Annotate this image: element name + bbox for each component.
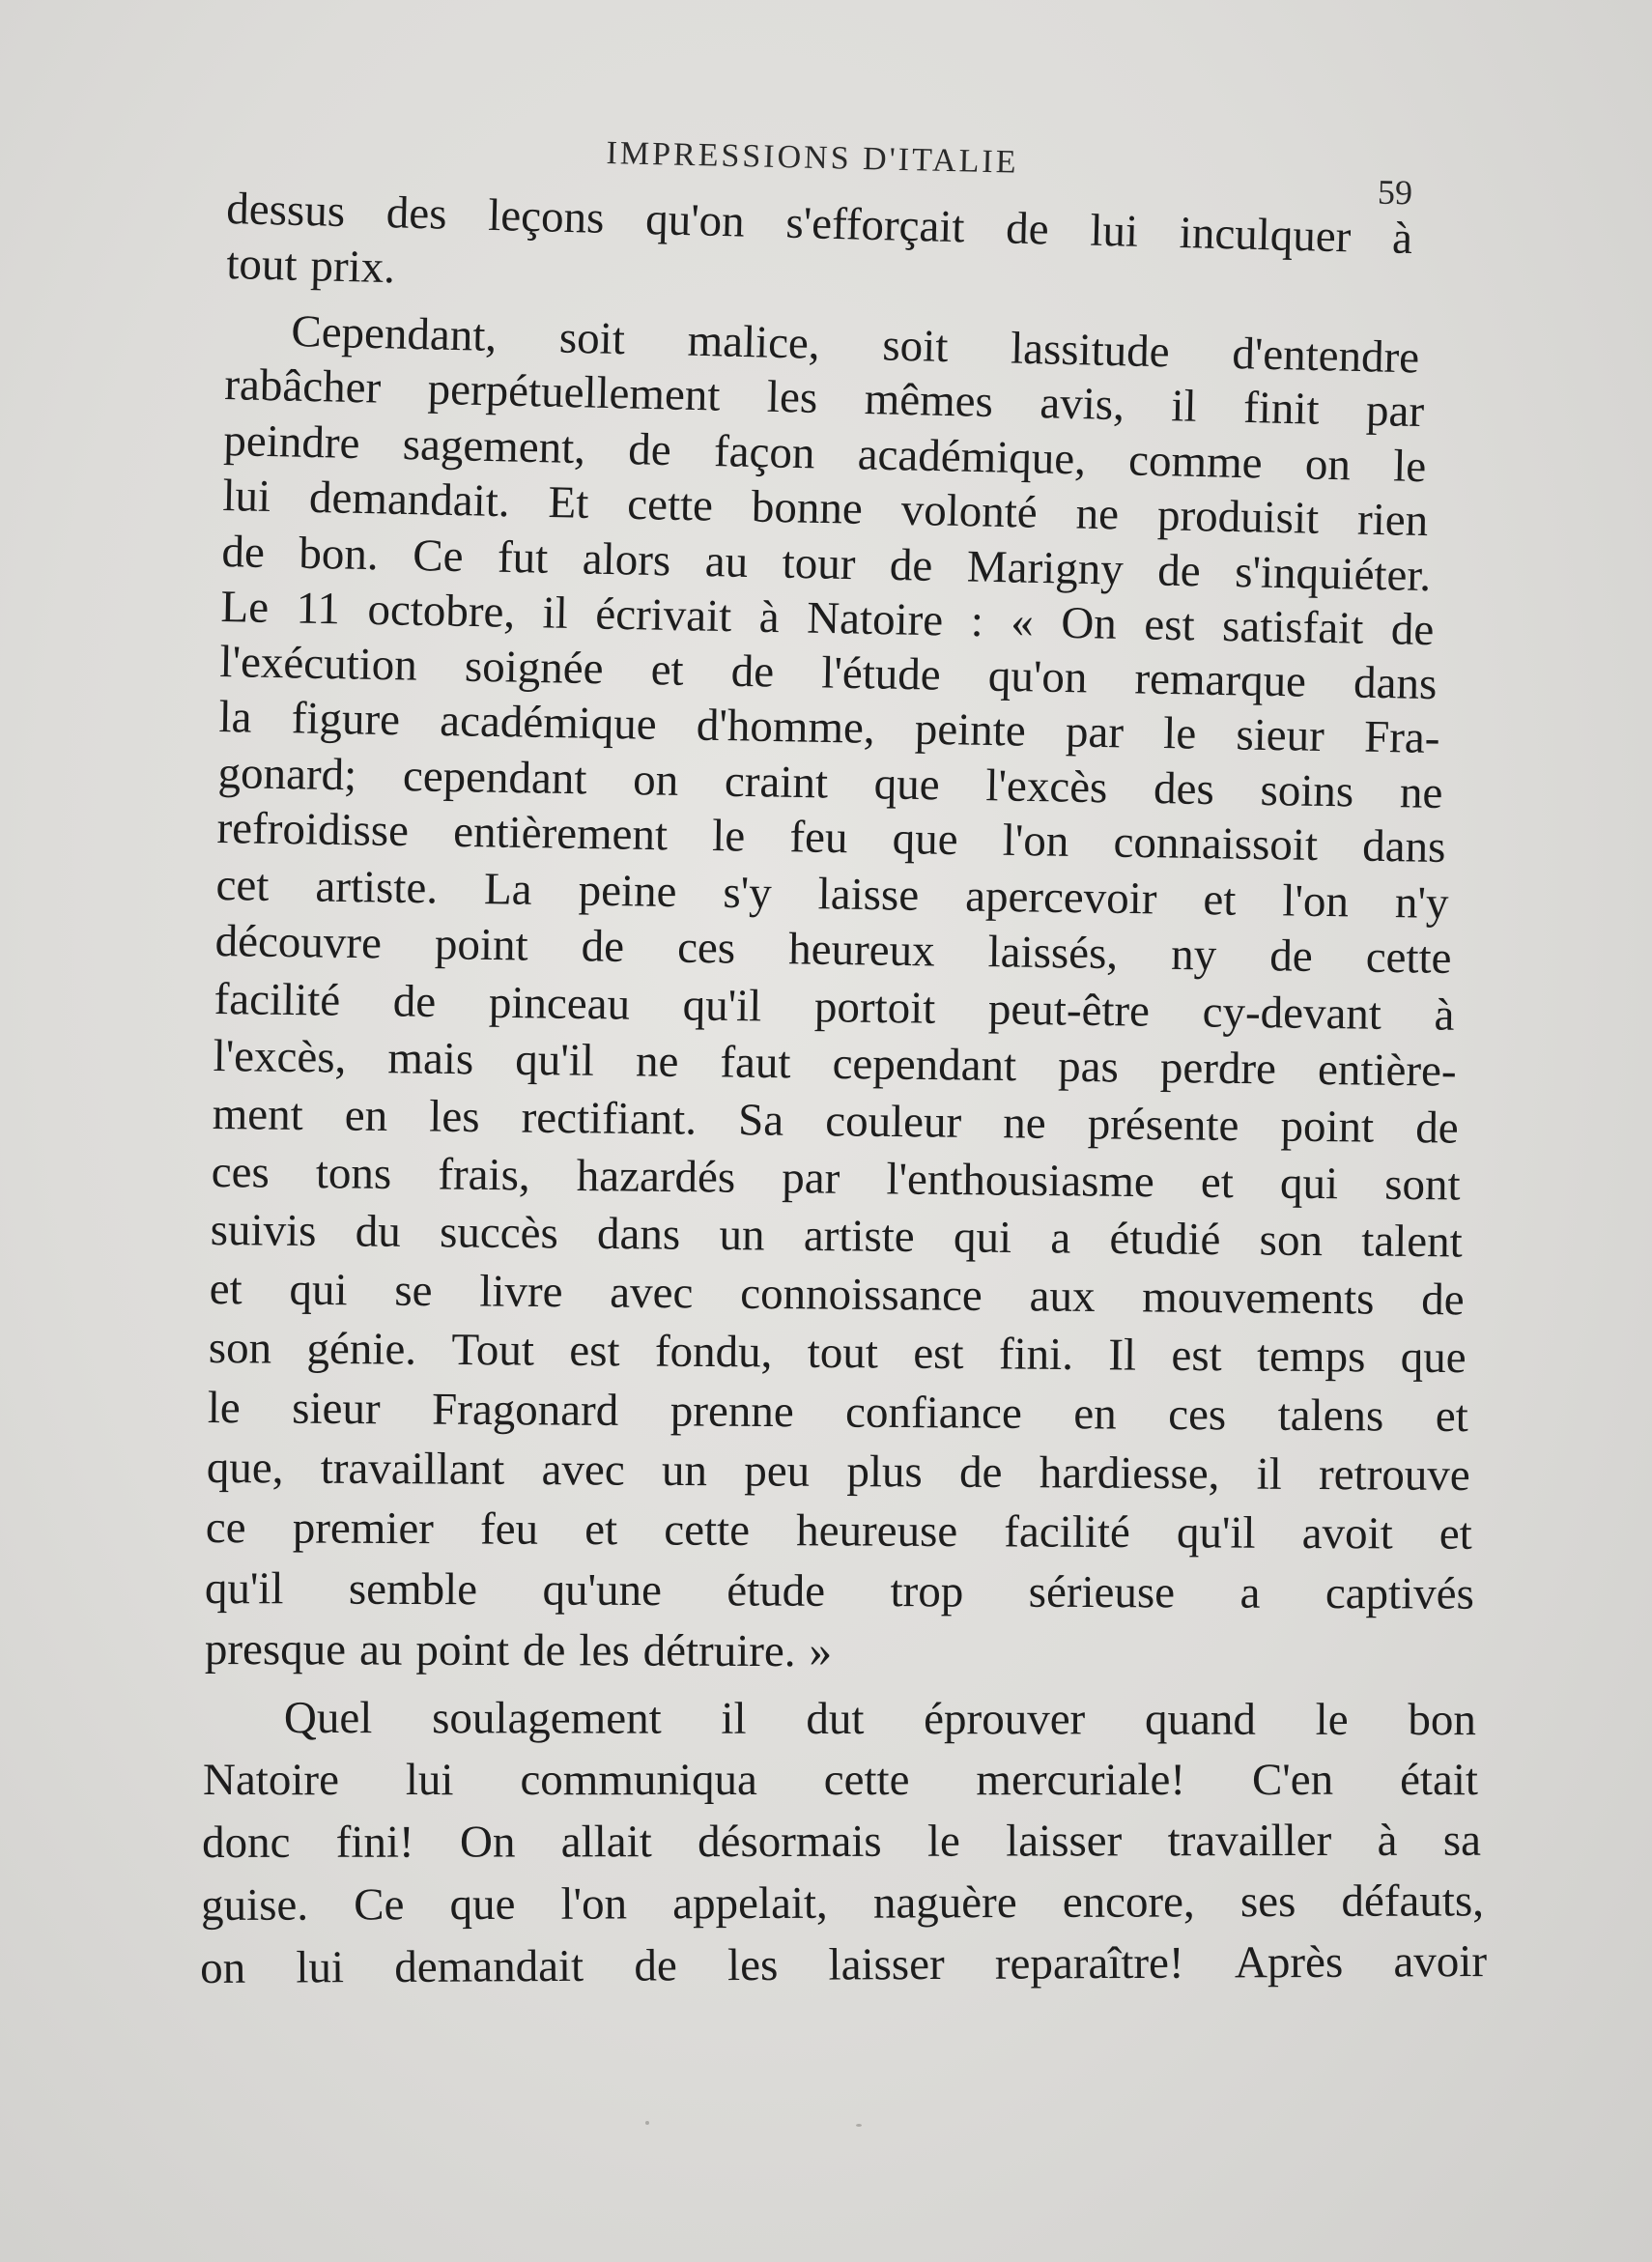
word: les xyxy=(579,1625,630,1676)
word: perpétuellement xyxy=(427,363,722,421)
word: sa xyxy=(1442,1815,1481,1866)
word: défauts, xyxy=(1341,1875,1485,1927)
word: il xyxy=(542,587,569,639)
word: à xyxy=(1377,1815,1398,1866)
text-line xyxy=(203,1755,1478,1805)
word: dans xyxy=(1353,657,1438,710)
word: peut-être xyxy=(987,984,1151,1037)
word: dut xyxy=(806,1693,865,1745)
word: son xyxy=(208,1323,272,1374)
word: d'homme, xyxy=(696,700,876,754)
word: sérieuse xyxy=(1028,1566,1176,1618)
word: génie. xyxy=(306,1323,417,1375)
word: quand xyxy=(1144,1694,1256,1745)
word: académique xyxy=(439,695,658,750)
word: Natoire xyxy=(806,592,944,646)
word: demandait. xyxy=(308,472,511,528)
word: laissés, xyxy=(987,927,1119,980)
word: artiste. xyxy=(315,861,439,914)
word: produisit xyxy=(1156,490,1320,544)
text-line xyxy=(206,1505,1472,1558)
word: il xyxy=(1256,1448,1282,1500)
word: ne xyxy=(1075,488,1120,540)
word: hazardés xyxy=(576,1150,736,1203)
word: l'enthousiasme xyxy=(886,1154,1155,1208)
word: n'y xyxy=(1394,877,1449,929)
word: peu xyxy=(744,1446,811,1497)
word: communiqua xyxy=(520,1755,757,1805)
page-number: 59 xyxy=(1377,172,1413,213)
word: pas xyxy=(1057,1041,1120,1093)
word: aux xyxy=(1029,1271,1096,1322)
word: heureuse xyxy=(796,1505,958,1558)
word: octobre, xyxy=(367,584,516,638)
word: frais, xyxy=(438,1149,530,1201)
word: dans xyxy=(596,1208,681,1260)
word: 11 xyxy=(296,583,341,635)
word: temps xyxy=(1256,1331,1366,1383)
word: cette xyxy=(823,1755,910,1805)
word: et xyxy=(584,1504,618,1556)
word: rectifiant. xyxy=(521,1092,698,1145)
word: soins xyxy=(1260,764,1354,817)
word: le xyxy=(1315,1694,1349,1745)
word: ce xyxy=(205,1503,246,1554)
word: lui xyxy=(221,471,271,523)
word: sagement, xyxy=(402,419,586,474)
word: refroidisse xyxy=(216,803,410,857)
word: découvre xyxy=(214,916,383,969)
word: laisser xyxy=(1006,1816,1123,1867)
word: de xyxy=(522,1625,566,1676)
word: de xyxy=(392,976,437,1028)
word: ces xyxy=(1168,1389,1227,1441)
word: de xyxy=(730,645,775,698)
word: des xyxy=(1153,763,1215,816)
word: point xyxy=(1280,1101,1375,1153)
word: de xyxy=(1005,203,1050,255)
text-line xyxy=(210,1205,1463,1268)
text-line xyxy=(213,1031,1457,1097)
word: s'y xyxy=(723,867,773,919)
word: malice, xyxy=(687,315,821,369)
word: présente xyxy=(1087,1099,1239,1152)
word: Le xyxy=(220,582,270,633)
word: l'on xyxy=(1282,875,1350,928)
word: confiance xyxy=(844,1387,1023,1439)
word: « xyxy=(1010,596,1035,648)
word: qu'il xyxy=(515,1034,595,1086)
word: dans xyxy=(1361,820,1446,873)
word: ces xyxy=(676,922,736,974)
word: : xyxy=(970,595,984,647)
word: retrouve xyxy=(1318,1449,1470,1501)
word: connoissance xyxy=(739,1268,983,1321)
word: l'on xyxy=(1002,815,1069,867)
word: de xyxy=(1414,1102,1459,1154)
word: bonne xyxy=(751,481,864,534)
word: sont xyxy=(1383,1159,1461,1211)
word: hardiesse, xyxy=(1039,1447,1220,1500)
word: peindre xyxy=(222,415,360,470)
word: Fra- xyxy=(1363,711,1440,764)
text-line xyxy=(200,1875,1485,1931)
word: Natoire xyxy=(203,1755,339,1805)
word: » xyxy=(809,1626,833,1677)
word: par xyxy=(1065,706,1125,759)
word: couleur xyxy=(824,1096,962,1148)
word: fini! xyxy=(335,1817,414,1868)
word: bon xyxy=(1408,1695,1476,1746)
word: cet xyxy=(215,860,270,911)
word: finit xyxy=(1242,382,1321,435)
word: travaillant xyxy=(320,1443,505,1495)
text-line xyxy=(201,1815,1481,1868)
word: fini. xyxy=(998,1329,1074,1381)
word: tout xyxy=(225,239,299,291)
word: Ce xyxy=(412,530,465,583)
word: lui xyxy=(405,1755,454,1805)
text-line xyxy=(211,1147,1461,1211)
word: le xyxy=(1392,441,1427,493)
word: le xyxy=(1162,708,1197,759)
text-line xyxy=(283,1693,1476,1746)
word: soignée xyxy=(464,641,605,695)
word: ses xyxy=(1239,1876,1296,1928)
word: avec xyxy=(610,1267,694,1319)
word: que, xyxy=(206,1443,284,1494)
word: On xyxy=(459,1817,516,1868)
word: mêmes xyxy=(864,374,994,428)
word: rien xyxy=(1356,494,1429,547)
word: mouvements xyxy=(1142,1272,1375,1325)
paper-speck xyxy=(856,2124,862,2127)
word: succès xyxy=(439,1207,559,1259)
word: avis, xyxy=(1039,378,1125,431)
word: fut xyxy=(497,531,549,584)
word: est xyxy=(1143,599,1196,651)
word: soulagement xyxy=(432,1693,662,1744)
word: Ce xyxy=(354,1879,405,1931)
word: heureux xyxy=(787,924,935,977)
text-line xyxy=(199,1936,1488,1993)
word: avec xyxy=(541,1445,625,1496)
word: reparaître! xyxy=(994,1937,1184,1990)
word: des xyxy=(385,187,448,240)
word: cette xyxy=(1365,931,1452,984)
word: Quel xyxy=(283,1693,373,1744)
word: lui xyxy=(1089,205,1139,257)
word: que xyxy=(892,813,958,866)
word: en xyxy=(344,1090,388,1142)
word: étudié xyxy=(1109,1213,1221,1266)
word: qu'une xyxy=(542,1564,662,1617)
word: qui xyxy=(953,1212,1012,1263)
word: de xyxy=(958,1446,1003,1499)
word: on xyxy=(1304,439,1352,491)
word: feu xyxy=(479,1503,539,1555)
word: qu'il xyxy=(1176,1507,1256,1559)
word: de xyxy=(1421,1274,1465,1326)
text-line xyxy=(206,1443,1470,1501)
word: qu'on xyxy=(644,193,746,247)
word: il xyxy=(1170,381,1198,432)
word: connaissoit xyxy=(1113,816,1319,871)
word: captivés xyxy=(1324,1568,1475,1619)
word: naguère xyxy=(872,1877,1017,1929)
word: et xyxy=(1200,1157,1235,1209)
word: La xyxy=(483,864,533,915)
word: les xyxy=(726,1939,779,1991)
text-line xyxy=(214,974,1455,1041)
word: de xyxy=(581,921,625,972)
word: apercevoir xyxy=(964,871,1157,925)
word: en xyxy=(1073,1389,1117,1440)
word: Marigny xyxy=(966,541,1125,595)
word: façon xyxy=(713,426,815,479)
word: éprouver xyxy=(924,1694,1086,1745)
word: faut xyxy=(720,1037,791,1089)
word: que xyxy=(1400,1331,1467,1384)
word: de xyxy=(221,527,266,578)
word: cette xyxy=(626,478,714,531)
word: un xyxy=(719,1210,765,1261)
word: le xyxy=(207,1383,241,1434)
word: lassitude xyxy=(1010,323,1171,378)
word: Cependant, xyxy=(290,306,498,361)
word: soit xyxy=(558,312,626,365)
word: détruire. xyxy=(642,1625,796,1677)
word: cette xyxy=(664,1504,751,1556)
text-line xyxy=(215,860,1449,929)
word: Et xyxy=(548,477,589,529)
word: sieur xyxy=(292,1383,381,1435)
text-line xyxy=(209,1264,1465,1326)
word: mercuriale! xyxy=(976,1755,1185,1805)
word: portoit xyxy=(813,982,936,1034)
word: facilité xyxy=(214,974,341,1026)
word: du xyxy=(355,1206,402,1257)
word: inculquer xyxy=(1179,207,1352,263)
word: au xyxy=(704,536,749,587)
word: livre xyxy=(479,1266,563,1318)
word: a xyxy=(1239,1567,1261,1618)
word: C'en xyxy=(1251,1755,1334,1805)
word: suivis xyxy=(210,1205,317,1257)
word: qu'il xyxy=(204,1563,284,1615)
word: au xyxy=(358,1624,403,1675)
word: avoir xyxy=(1393,1936,1488,1988)
word: gonard; xyxy=(217,748,357,801)
word: entièrement xyxy=(452,806,669,861)
paper-speck xyxy=(645,2121,649,2125)
word: il xyxy=(721,1693,747,1744)
word: mais xyxy=(387,1033,474,1085)
text-line xyxy=(214,916,1452,984)
word: prenne xyxy=(669,1386,794,1438)
word: et xyxy=(1203,874,1237,926)
word: cependant xyxy=(402,751,587,805)
word: rabâcher xyxy=(223,359,382,414)
text-line xyxy=(204,1624,1474,1677)
word: de xyxy=(1156,545,1202,597)
word: Tout xyxy=(451,1324,535,1376)
word: de xyxy=(889,539,933,591)
word: avoit xyxy=(1301,1507,1393,1560)
word: talent xyxy=(1361,1216,1463,1268)
word: volonté xyxy=(900,484,1039,538)
word: On xyxy=(1060,597,1118,649)
word: lui xyxy=(296,1942,345,1993)
word: est xyxy=(1171,1330,1222,1382)
word: par xyxy=(782,1153,840,1204)
word: alors xyxy=(582,533,671,587)
word: est xyxy=(913,1328,964,1380)
word: a xyxy=(1050,1213,1071,1264)
word: trop xyxy=(890,1566,964,1618)
word: soit xyxy=(881,320,949,373)
word: satisfait xyxy=(1221,600,1364,654)
word: le xyxy=(711,811,746,862)
word: ces xyxy=(211,1147,271,1198)
word: artiste xyxy=(803,1210,915,1262)
word: entière- xyxy=(1317,1044,1457,1097)
word: ne xyxy=(1003,1098,1046,1149)
word: de xyxy=(634,1940,677,1991)
word: ment xyxy=(212,1089,304,1141)
word: figure xyxy=(291,693,401,746)
word: feu xyxy=(789,812,848,864)
word: dessus xyxy=(225,184,346,238)
word: leçons xyxy=(487,189,606,243)
word: écrivait xyxy=(594,588,732,643)
running-title: IMPRESSIONS D'ITALIE xyxy=(606,135,1019,181)
word: peine xyxy=(578,865,677,918)
word: cependant xyxy=(832,1038,1017,1092)
word: Il xyxy=(1108,1330,1137,1381)
word: sieur xyxy=(1236,709,1325,761)
word: ne xyxy=(635,1036,679,1087)
word: point xyxy=(434,919,528,971)
word: les xyxy=(429,1091,480,1143)
word: de xyxy=(627,424,672,476)
word: d'entendre xyxy=(1231,328,1420,384)
word: point xyxy=(415,1624,510,1676)
word: désormais xyxy=(698,1816,882,1868)
word: et xyxy=(209,1264,242,1315)
word: travailler xyxy=(1167,1815,1332,1867)
word: l'exécution xyxy=(219,637,418,691)
word: laisser xyxy=(828,1938,945,1990)
word: facilité xyxy=(1004,1506,1130,1559)
word: qu'il xyxy=(682,980,762,1032)
word: on xyxy=(199,1942,246,1993)
word: laisse xyxy=(817,869,920,921)
word: Après xyxy=(1234,1936,1344,1989)
word: craint xyxy=(724,756,829,809)
word: étude xyxy=(726,1565,826,1617)
word: on xyxy=(632,755,679,806)
word: tour xyxy=(782,537,856,590)
word: à xyxy=(1434,989,1455,1041)
word: donc xyxy=(201,1817,291,1868)
word: l'on xyxy=(560,1878,628,1930)
word: tout xyxy=(807,1327,879,1379)
text-line xyxy=(204,1563,1475,1619)
word: s'efforçait xyxy=(784,197,966,253)
word: tons xyxy=(315,1148,392,1199)
word: demandait xyxy=(394,1940,584,1992)
word: de xyxy=(1390,604,1435,656)
word: perdre xyxy=(1159,1042,1277,1095)
word: appelait, xyxy=(672,1877,828,1930)
word: qui xyxy=(289,1264,348,1316)
word: que xyxy=(873,759,941,811)
word: l'excès, xyxy=(213,1031,347,1083)
word: peinte xyxy=(914,703,1027,757)
word: et xyxy=(650,644,685,696)
word: académique, xyxy=(857,429,1087,485)
word: premier xyxy=(292,1503,435,1555)
word: semble xyxy=(348,1563,478,1616)
word: fondu, xyxy=(654,1326,773,1378)
word: l'étude xyxy=(820,647,942,701)
word: pinceau xyxy=(488,977,631,1030)
word: et xyxy=(1435,1390,1468,1443)
word: est xyxy=(569,1325,620,1377)
word: remarque xyxy=(1134,653,1307,707)
word: prix. xyxy=(309,241,396,294)
word: qu'on xyxy=(987,650,1088,703)
word: était xyxy=(1400,1755,1478,1805)
word: les xyxy=(766,371,818,423)
word: cy-devant xyxy=(1202,987,1382,1040)
word: se xyxy=(394,1265,433,1317)
word: ne xyxy=(1399,767,1443,819)
word: par xyxy=(1365,385,1425,438)
word: qui xyxy=(1279,1158,1339,1210)
word: talens xyxy=(1277,1389,1384,1442)
word: s'inquiéter. xyxy=(1234,547,1432,602)
word: l'excès xyxy=(985,760,1108,814)
word: encore, xyxy=(1062,1876,1195,1928)
word: Sa xyxy=(737,1095,784,1146)
word: que xyxy=(449,1878,516,1931)
word: Fragonard xyxy=(431,1384,619,1436)
text-line xyxy=(207,1383,1468,1443)
text-line xyxy=(212,1089,1459,1154)
word: bon. xyxy=(298,528,380,581)
word: son xyxy=(1259,1215,1324,1267)
word: la xyxy=(218,692,252,743)
text-line xyxy=(216,803,1446,873)
word: presque xyxy=(204,1624,347,1675)
word: à xyxy=(758,591,781,644)
word: allait xyxy=(560,1817,652,1868)
word: et xyxy=(1438,1508,1472,1560)
word: de xyxy=(1268,931,1314,982)
word: plus xyxy=(846,1446,923,1498)
word: comme xyxy=(1127,435,1264,489)
word: le xyxy=(926,1816,960,1867)
word: à xyxy=(1391,213,1413,265)
word: ny xyxy=(1170,929,1217,981)
word: guise. xyxy=(200,1879,309,1931)
word: un xyxy=(661,1445,708,1497)
text-line xyxy=(208,1323,1467,1384)
